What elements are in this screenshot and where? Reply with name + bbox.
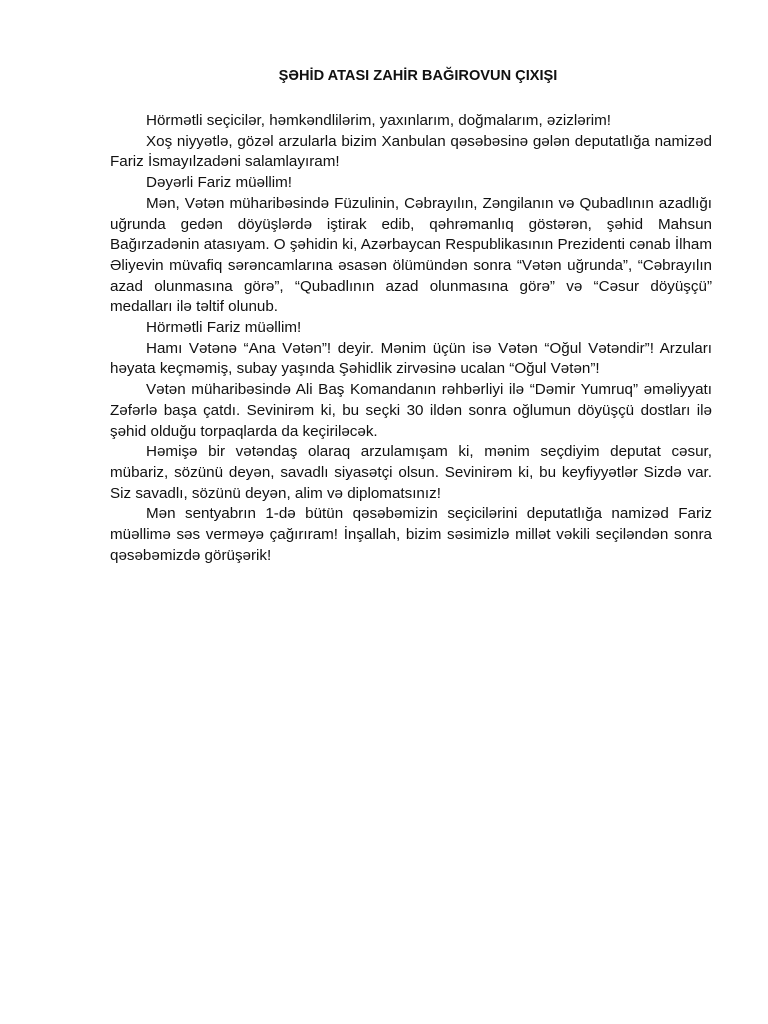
paragraph-greeting: Hörmətli seçicilər, həmkəndlilərim, yaxınlarım, doğmalarım, əzizlərim!	[146, 112, 612, 129]
document-title: ŞƏHİD ATASI ZAHİR BAĞIROVUN ÇIXIŞI	[278, 68, 558, 84]
paragraph-address-2: Hörmətli Fariz müəllim!	[146, 319, 302, 337]
paragraph-wish: Həmişə bir vətəndaş olaraq arzulamışam ki, mənim seçdiyim deputat cəsur, mübariz, sözünü deyən, savadlı siyasətçi olsun. Sevinirəm ki, bu keyfiyyətlər Sizdə var. Siz savadlı, sözünü deyən, alim və diplomatsınız!	[110, 443, 712, 502]
paragraph-welcome: Xoş niyyətlə, gözəl arzularla bizim Xanbulan qəsəbəsinə gələn deputatlığa namizəd Fariz İsmayılzadəni salamlayıram!	[110, 132, 712, 171]
paragraph-call-to-vote: Mən sentyabrın 1-də bütün qəsəbəmizin seçicilərini deputatlığa namizəd Fariz müəllimə səs verməyə çağırıram! İnşallah, bizim səsimizlə millət vəkili seçiləndən sonra qəsəbəmizdə görüşərik!	[110, 505, 712, 564]
paragraph-introduction: Mən, Vətən müharibəsində Füzulinin, Cəbrayılın, Zəngilanın və Qubadlının azadlığı uğrunda gedən döyüşlərdə iştirak edib, qəhrəmanlıq göstərən, şəhid Mahsun Bağırzadənin atasıyam. O şəhidin ki, Azərbaycan Respublikasının Prezidenti cənab İlham Əliyevin müvafiq sərəncamlarına əsasən ölümündən sonra “Vətən uğrunda”, “Cəbrayılın azad olunmasına görə”, “Qubadlının azad olunmasına görə” və “Cəsur döyüşçü” medalları ilə təltif olunub.	[110, 194, 712, 316]
document-page	[110, 66, 712, 566]
paragraph-address-1: Dəyərli Fariz müəllim!	[146, 174, 292, 192]
paragraph-victory: Vətən müharibəsində Ali Baş Komandanın rəhbərliyi ilə “Dəmir Yumruq” əməliyyatı Zəfərlə başa çatdı. Sevinirəm ki, bu seçki 30 ildən sonra oğlumun döyüşçü dostları ilə şəhid olduğu torpaqlarda da keçiriləcək.	[110, 381, 712, 440]
paragraph-homeland: Hamı Vətənə “Ana Vətən”! deyir. Mənim üçün isə Vətən “Oğul Vətəndir”! Arzuları həyata keçməmiş, subay yaşında Şəhidlik zirvəsinə ucalan “Oğul Vətən”!	[110, 339, 712, 378]
